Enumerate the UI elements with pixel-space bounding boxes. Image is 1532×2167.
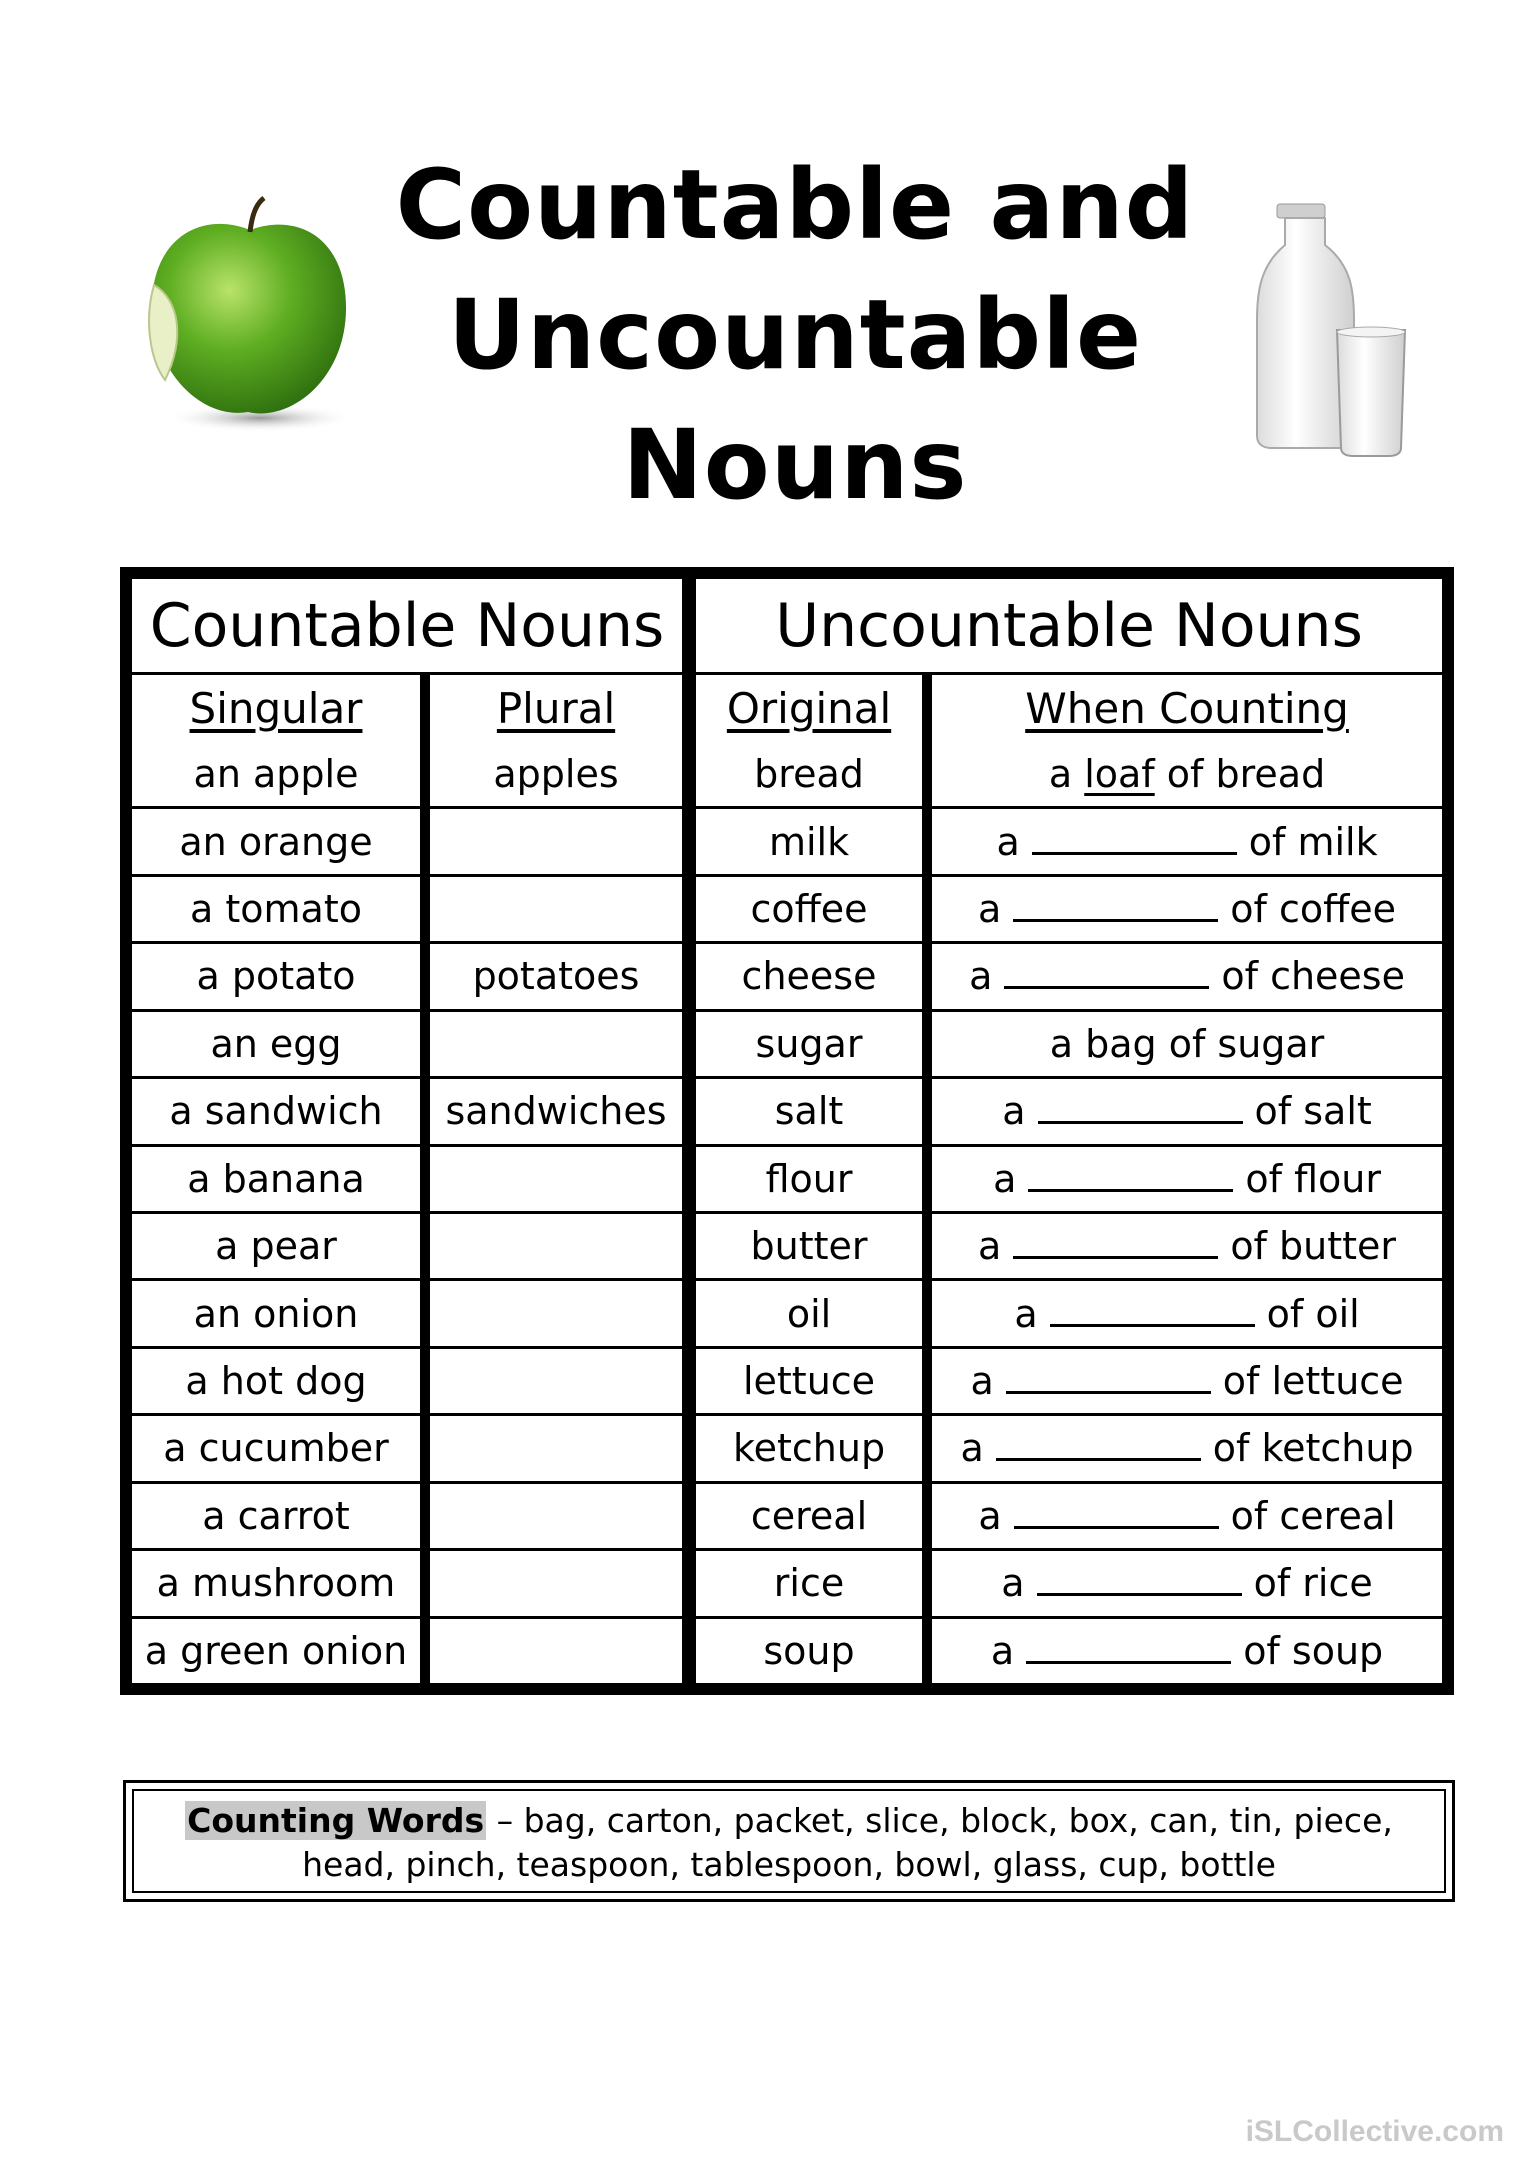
cell-original: sugar: [696, 1012, 932, 1079]
counting-article: a: [977, 886, 1002, 931]
cell-singular: a cucumber: [132, 1416, 430, 1483]
cell-singular: a pear: [132, 1214, 430, 1281]
cell-when-counting: [932, 1551, 1442, 1618]
nouns-table: [132, 579, 1442, 1683]
cell-plural: [430, 877, 696, 944]
cell-plural: [430, 1484, 696, 1551]
fill-in-blank[interactable]: [1013, 889, 1218, 922]
cell-original: lettuce: [696, 1349, 932, 1416]
counting-noun: of cereal: [1230, 1493, 1396, 1538]
counting-noun: of ketchup: [1212, 1426, 1414, 1471]
cell-when-counting: [932, 1214, 1442, 1281]
cell-original: cheese: [696, 944, 932, 1011]
table-row: [132, 1484, 1442, 1551]
cell-when-counting: [932, 809, 1442, 876]
cell-singular: a carrot: [132, 1484, 430, 1551]
cell-when-counting: [932, 1079, 1442, 1146]
fill-in-blank[interactable]: [1037, 1563, 1242, 1596]
counting-unit: loaf: [1084, 752, 1155, 797]
fill-in-blank[interactable]: [1014, 1496, 1219, 1529]
table-row: [132, 1214, 1442, 1281]
fill-in-blank[interactable]: [996, 1428, 1201, 1461]
green-apple-image: [140, 190, 360, 440]
counting-article: a: [960, 1426, 984, 1471]
cell-original: bread: [696, 742, 932, 809]
header-original: Original: [696, 675, 932, 741]
cell-singular: a banana: [132, 1147, 430, 1214]
cell-original: oil: [696, 1281, 932, 1348]
fill-in-blank[interactable]: [1028, 1159, 1233, 1192]
counting-noun: of cheese: [1221, 954, 1405, 999]
counting-article: a: [978, 1493, 1002, 1538]
cell-singular: a mushroom: [132, 1551, 430, 1618]
counting-article: a: [1002, 1089, 1026, 1134]
fill-in-blank[interactable]: [1038, 1091, 1243, 1124]
counting-article: a: [1014, 1291, 1038, 1336]
cell-original: ketchup: [696, 1416, 932, 1483]
cell-singular: a green onion: [132, 1619, 430, 1683]
cell-when-counting: [932, 1012, 1442, 1079]
table-row: [132, 1416, 1442, 1483]
counting-noun: of salt: [1254, 1089, 1372, 1134]
table-row: [132, 944, 1442, 1011]
cell-original: salt: [696, 1079, 932, 1146]
table-row: [132, 1281, 1442, 1348]
fill-in-blank[interactable]: [1006, 1361, 1211, 1394]
cell-plural: [430, 1147, 696, 1214]
header-singular: Singular: [132, 675, 430, 741]
counting-noun: of butter: [1230, 1224, 1397, 1269]
nouns-table-frame: [120, 567, 1454, 1695]
table-row: [132, 1079, 1442, 1146]
watermark: iSLCollective.com: [1245, 2115, 1504, 2148]
counting-article: a: [970, 1359, 994, 1404]
cell-when-counting: [932, 1416, 1442, 1483]
cell-original: milk: [696, 809, 932, 876]
cell-when-counting: [932, 1281, 1442, 1348]
cell-plural: [430, 1012, 696, 1079]
counting-article: a: [969, 954, 993, 999]
counting-noun: of lettuce: [1222, 1359, 1404, 1404]
cell-singular: a hot dog: [132, 1349, 430, 1416]
counting-noun: of oil: [1266, 1291, 1360, 1336]
cell-singular: an egg: [132, 1012, 430, 1079]
counting-noun: of rice: [1253, 1561, 1373, 1606]
cell-original: flour: [696, 1147, 932, 1214]
cell-plural: [430, 1281, 696, 1348]
cell-singular: a tomato: [132, 877, 430, 944]
counting-noun: of soup: [1243, 1628, 1384, 1673]
cell-singular: an apple: [132, 742, 430, 809]
fill-in-blank[interactable]: [1050, 1294, 1255, 1327]
cell-plural: potatoes: [430, 944, 696, 1011]
title-line-3: Nouns: [622, 409, 968, 521]
fill-in-blank[interactable]: [1026, 1631, 1231, 1664]
cell-plural: [430, 809, 696, 876]
counting-noun: of bread: [1166, 752, 1326, 797]
counting-article: a: [996, 819, 1020, 864]
fill-in-blank[interactable]: [1004, 956, 1209, 989]
header-when-counting: When Counting: [1025, 684, 1349, 734]
counting-article: a: [978, 1224, 1002, 1269]
counting-noun: of flour: [1245, 1156, 1381, 1201]
counting-article: a: [990, 1628, 1015, 1673]
fill-in-blank[interactable]: [1032, 822, 1237, 855]
table-row: [132, 1147, 1442, 1214]
header-plural: Plural: [430, 675, 696, 741]
table-row: [132, 1349, 1442, 1416]
cell-when-counting: [932, 877, 1442, 944]
table-body: [132, 742, 1442, 1683]
cell-when-counting: [932, 1484, 1442, 1551]
counting-phrase: a bag of sugar: [1049, 1021, 1325, 1066]
cell-original: cereal: [696, 1484, 932, 1551]
counting-article: a: [1001, 1561, 1025, 1606]
title-line-2: Uncountable: [447, 279, 1143, 391]
counting-noun: of milk: [1248, 819, 1378, 864]
header-uncountable-nouns: Uncountable Nouns: [696, 579, 1442, 675]
cell-when-counting: [932, 1619, 1442, 1683]
cell-plural: [430, 1551, 696, 1618]
cell-when-counting: [932, 1147, 1442, 1214]
cell-singular: a sandwich: [132, 1079, 430, 1146]
cell-singular: an orange: [132, 809, 430, 876]
cell-original: soup: [696, 1619, 932, 1683]
milk-bottle-image: [1255, 200, 1415, 460]
table-row: [132, 1012, 1442, 1079]
cell-when-counting: [932, 742, 1442, 809]
cell-singular: an onion: [132, 1281, 430, 1348]
cell-plural: [430, 1349, 696, 1416]
cell-original: rice: [696, 1551, 932, 1618]
table-row: [132, 809, 1442, 876]
title-line-1: Countable and: [395, 149, 1195, 261]
cell-plural: [430, 1619, 696, 1683]
counting-noun: of coffee: [1230, 886, 1397, 931]
table-row: [132, 1551, 1442, 1618]
cell-when-counting: [932, 944, 1442, 1011]
cell-plural: [430, 1416, 696, 1483]
cell-when-counting: [932, 1349, 1442, 1416]
fill-in-blank[interactable]: [1013, 1226, 1218, 1259]
cell-singular: a potato: [132, 944, 430, 1011]
counting-words-inner: [132, 1789, 1446, 1893]
table-row: [132, 1619, 1442, 1683]
counting-words-list: – bag, carton, packet, slice, block, box, can, tin, piece, head, pinch, teaspoon, tablespoon, bowl, glass, cup, bottle: [302, 1801, 1393, 1884]
counting-words-box: [123, 1780, 1455, 1902]
cell-original: coffee: [696, 877, 932, 944]
cell-plural: [430, 1214, 696, 1281]
table-row: [132, 877, 1442, 944]
page-title: [380, 140, 1210, 530]
counting-words-label: Counting Words: [187, 1801, 485, 1840]
counting-article: a: [1048, 752, 1073, 797]
cell-original: butter: [696, 1214, 932, 1281]
table-row: [132, 742, 1442, 809]
header-countable-nouns: Countable Nouns: [132, 579, 696, 675]
cell-plural: apples: [430, 742, 696, 809]
cell-plural: sandwiches: [430, 1079, 696, 1146]
counting-article: a: [993, 1156, 1017, 1201]
